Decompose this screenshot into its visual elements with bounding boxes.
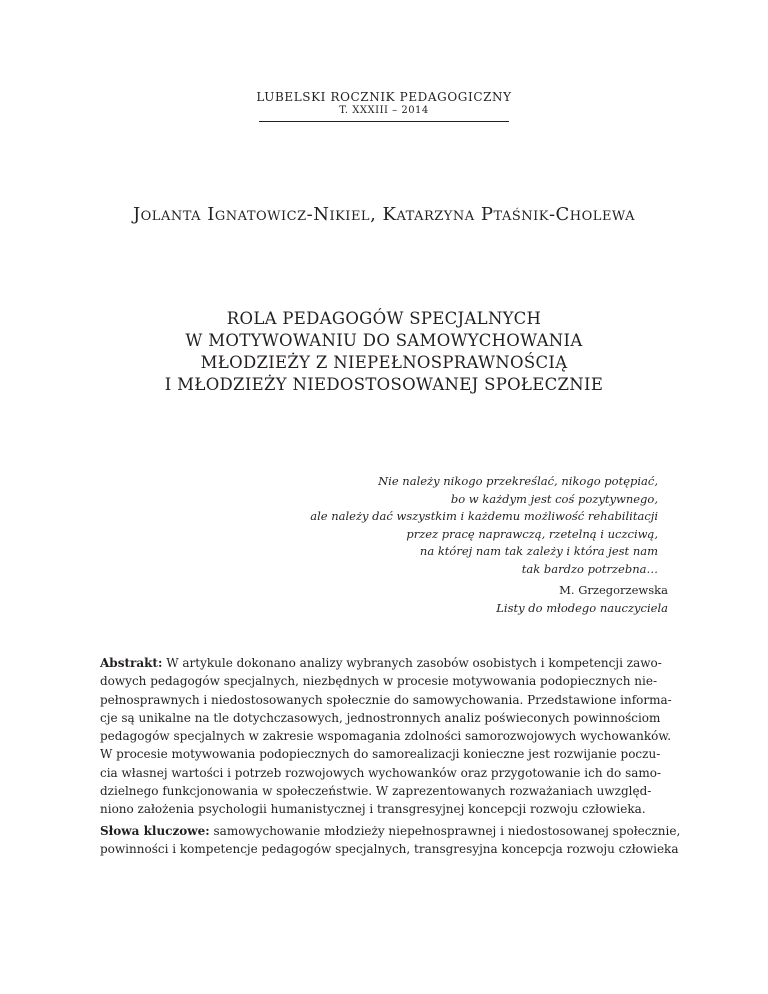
keywords-line: powinności i kompetencje pedagogów specjalnych, transgresyjna koncepcja rozwoju człowieka xyxy=(100,842,679,857)
abstract-line: pedagogów specjalnych w zakresie wspomagania zdolności samorozwojowych wychowanków. xyxy=(100,729,672,744)
abstract-line: W procesie motywowania podopiecznych do samorealizacji konieczne jest rozwijanie poczu- xyxy=(100,747,661,762)
epigraph-line: na której nam tak zależy i która jest nam xyxy=(419,544,658,558)
epigraph-line: przez pracę naprawczą, rzetelną i uczciwą, xyxy=(406,526,658,541)
keywords xyxy=(100,822,681,859)
title-line: I MŁODZIEŻY NIEDOSTOSOWANEJ SPOŁECZNIE xyxy=(164,375,604,394)
title-line: W MOTYWOWANIU DO SAMOWYCHOWANIA xyxy=(185,331,583,350)
abstract-line: pełnosprawnych i niedostosowanych społecznie do samowychowania. Przedstawione informa- xyxy=(100,692,672,707)
keywords-label: Słowa kluczowe: xyxy=(100,824,210,838)
abstract-line: cje są unikalne na tle dotychczasowych, jednostronnych analiz poświeconych powinnościom xyxy=(100,710,661,725)
article-title xyxy=(0,308,768,396)
keywords-line: samowychowanie młodzieży niepełnosprawnej i niedostosowanej społecznie, xyxy=(213,824,681,838)
epigraph-line: bo w każdym jest coś pozytywnego, xyxy=(450,491,658,506)
abstract-line: dzielnego funkcjonowania w społeczeństwie. W zaprezentowanych rozważaniach uwzględ- xyxy=(100,784,652,799)
abstract-label: Abstrakt: xyxy=(100,656,163,670)
abstract xyxy=(100,654,670,819)
title-line: MŁODZIEŻY Z NIEPEŁNOSPRAWNOŚCIĄ xyxy=(200,353,568,372)
epigraph-author: M. Grzegorzewska xyxy=(559,583,668,597)
epigraph-source xyxy=(368,582,668,617)
authors: Jolanta Ignatowicz-Nikiel, Katarzyna Ptaśnik-Cholewa xyxy=(132,204,636,225)
epigraph-line: Nie należy nikogo przekreślać, nikogo potępiać, xyxy=(378,474,658,488)
journal-volume: T. XXXIII – 2014 xyxy=(339,105,429,116)
epigraph-line: tak bardzo potrzebna… xyxy=(521,561,658,576)
abstract-line: cia własnej wartości i potrzeb rozwojowych wychowanków oraz przygotowanie ich do samo- xyxy=(100,765,662,780)
epigraph-line: ale należy dać wszystkim i każdemu możliwość rehabilitacji xyxy=(310,509,658,523)
abstract-line: W artykule dokonano analizy wybranych zasobów osobistych i kompetencji zawo- xyxy=(166,656,662,670)
epigraph-book: Listy do młodego nauczyciela xyxy=(496,600,668,615)
abstract-line: niono założenia psychologii humanistycznej i transgresyjnej koncepcji rozwoju człowieka. xyxy=(100,802,646,817)
abstract-line: dowych pedagogów specjalnych, niezbędnych w procesie motywowania podopiecznych nie- xyxy=(100,674,658,689)
journal-name: LUBELSKI ROCZNIK PEDAGOGICZNY xyxy=(256,90,512,104)
title-line: ROLA PEDAGOGÓW SPECJALNYCH xyxy=(226,309,542,328)
header-rule xyxy=(259,121,509,122)
epigraph xyxy=(238,473,658,578)
journal-header xyxy=(0,90,768,118)
